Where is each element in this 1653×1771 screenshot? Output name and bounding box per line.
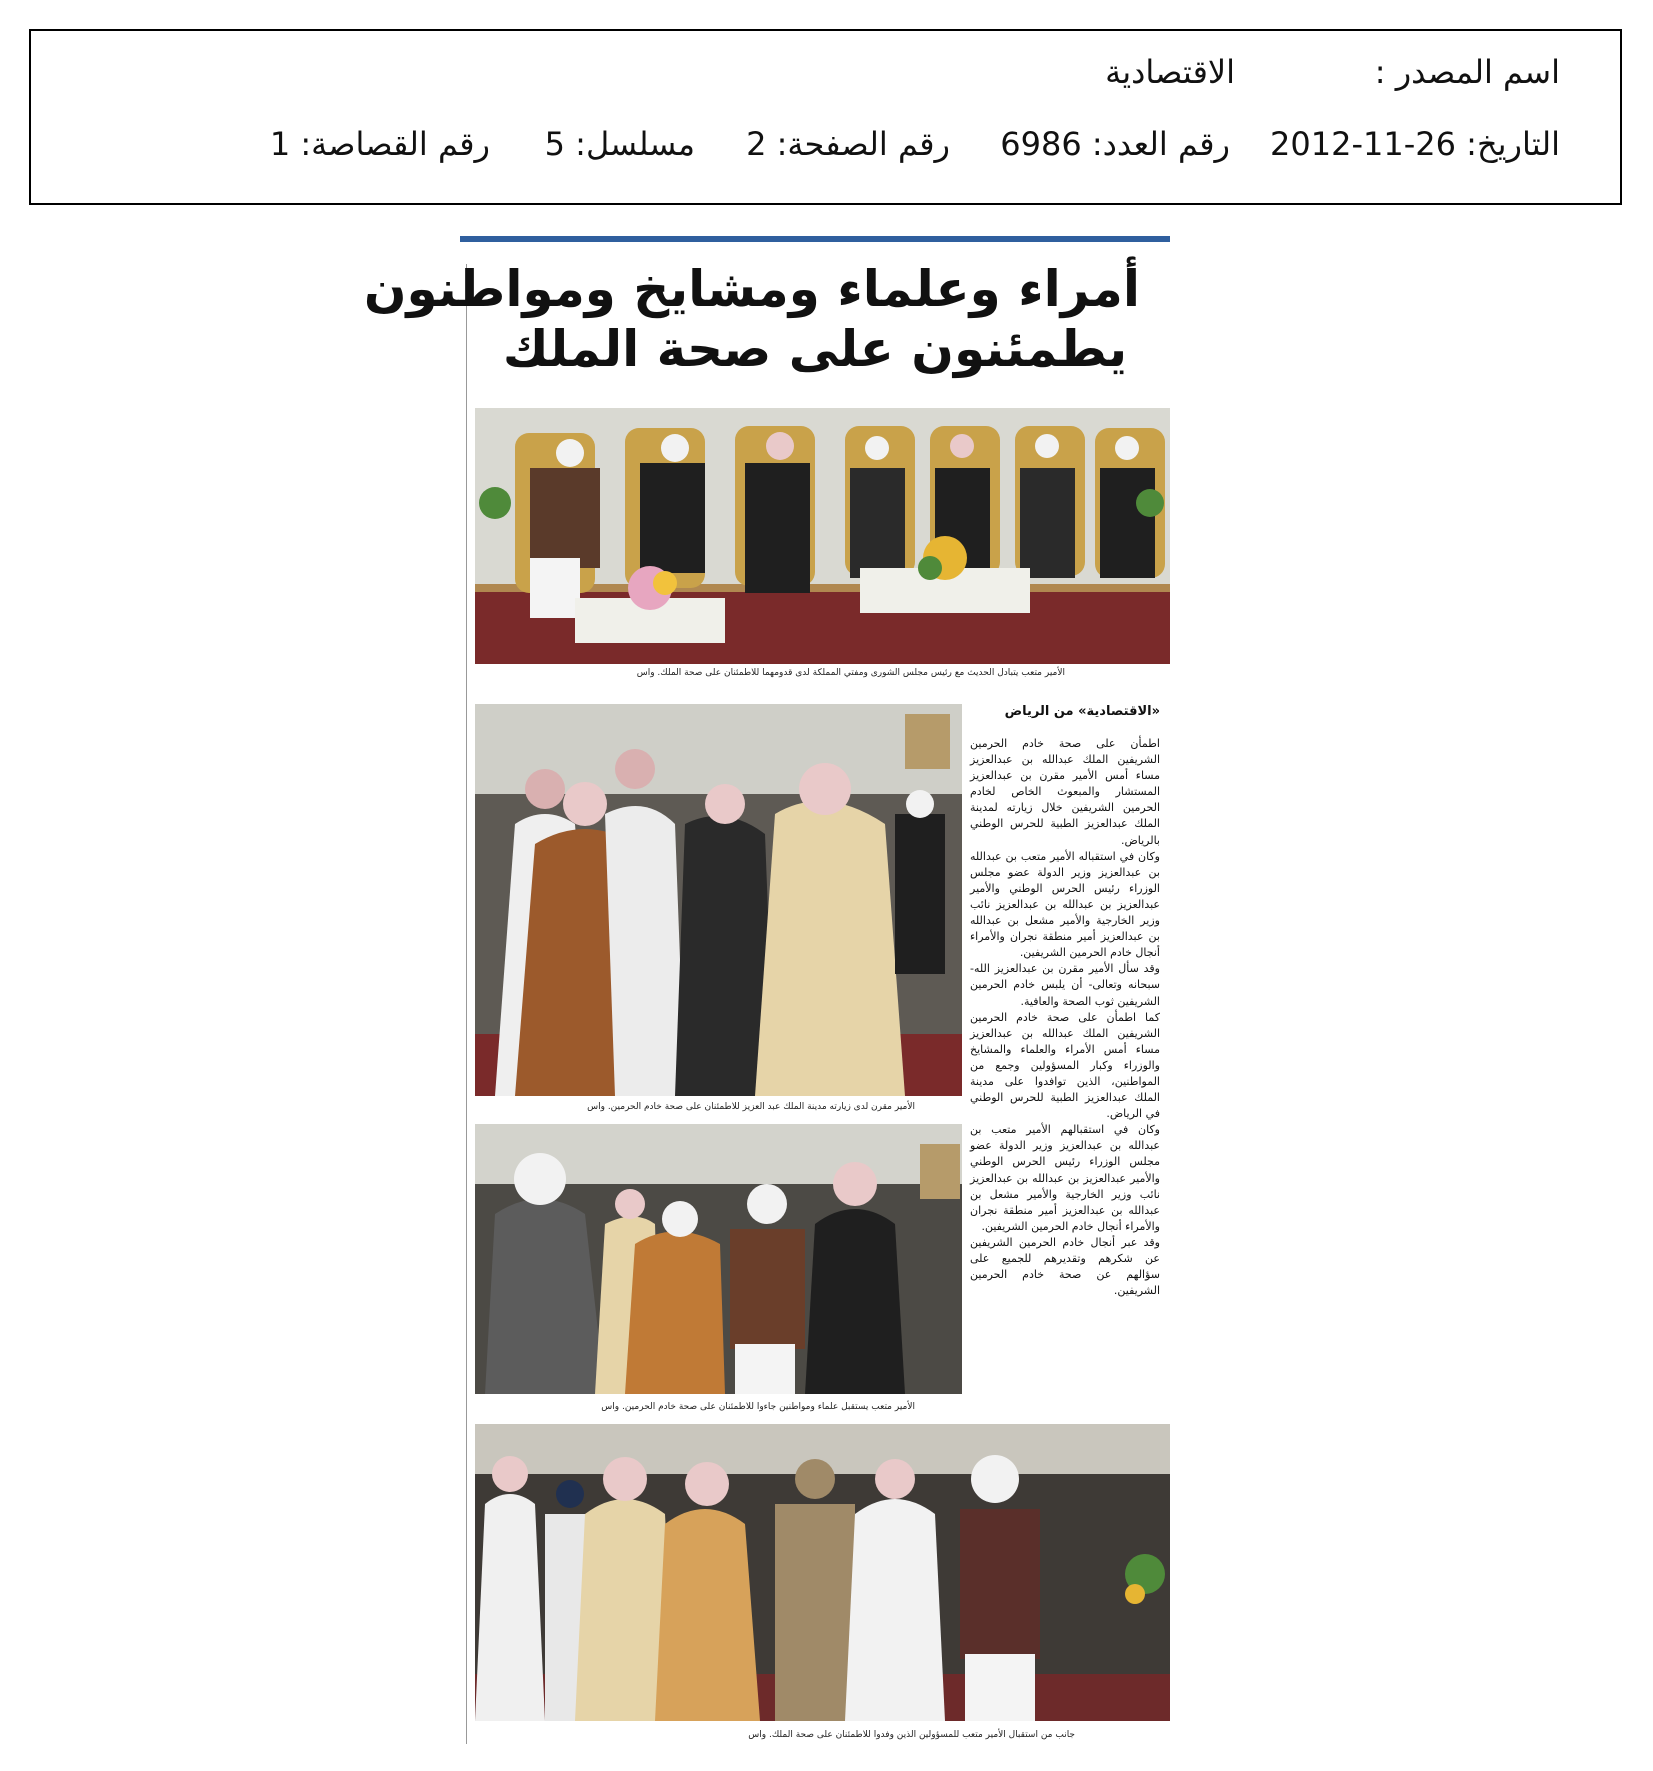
paragraph: وكان في استقبالهم الأمير متعب بن عبدالله بن عبدالعزيز وزير الدولة عضو مجلس الوزراء رئيس الحرس الوطني والأمير عبدالعزيز بن عبدالله بن عبدالعزيز نائب وزير الخارجية والأمير مشعل بن عبدالله بن عبدالعزيز أمير منطقة نجران والأمراء أنجال خادم الحرمين الشريفين. <box>970 1123 1160 1233</box>
photo-prince-greeting <box>475 704 962 1096</box>
photo-handshake <box>475 1424 1170 1721</box>
paragraph: كما اطمأن على صحة خادم الحرمين الشريفين الملك عبدالله بن عبدالعزيز مساء أمس الأمراء والعلماء والمشايخ والوزراء وكبار المسؤولين وجمع من المواطنين، الذين توافدوا على مدينة الملك عبدالعزيز الطبية للحرس الوطني في الرياض. <box>970 1010 1160 1121</box>
clip-number: رقم القصاصة: 1 <box>269 125 490 163</box>
source-value: الاقتصادية <box>1105 53 1235 91</box>
headline-line-2: يطمئنون على صحة الملك <box>502 320 1128 378</box>
date: التاريخ: 26-11-2012 <box>1270 125 1560 163</box>
caption-2: الأمير مقرن لدى زيارته مدينة الملك عبد العزيز للاطمئنان على صحة خادم الحرمين. واس <box>587 1102 915 1112</box>
source-label: اسم المصدر : <box>1374 53 1560 91</box>
article-byline: «الاقتصادية» من الرياض <box>1004 704 1160 719</box>
paragraph: وقد عبر أنجال خادم الحرمين الشريفين عن شكرهم وتقديرهم للجميع على سؤالهم عن صحة خادم الحرمين الشريفين. <box>970 1235 1160 1298</box>
article-body <box>970 736 1160 1299</box>
top-rule <box>460 236 1170 242</box>
photo-majlis-seated <box>475 408 1170 664</box>
clip-metadata-box <box>29 29 1622 205</box>
page-number: رقم الصفحة: 2 <box>746 125 950 163</box>
paragraph: اطمأن على صحة خادم الحرمين الشريفين الملك عبدالله بن عبدالعزيز مساء أمس الأمير مقرن بن عبدالعزيز المستشار والمبعوث الخاص لخادم الحرمين الشريفين خلال زيارته لمدينة الملك عبدالعزيز الطبية للحرس الوطني بالرياض. <box>970 737 1160 847</box>
serial-number: مسلسل: 5 <box>544 125 695 163</box>
photo-receiving-scholars <box>475 1124 962 1394</box>
newspaper-clipping <box>363 236 1170 1746</box>
caption-1: الأمير متعب يتبادل الحديث مع رئيس مجلس الشورى ومفتي المملكة لدى قدومهما للاطمئنان على صحة الملك. واس <box>636 668 1065 678</box>
issue-number: رقم العدد: 6986 <box>1000 125 1230 163</box>
headline-line-1: أمراء وعلماء ومشايخ ومواطنون <box>363 260 1140 318</box>
left-border <box>466 264 467 1744</box>
caption-4: جانب من استقبال الأمير متعب للمسؤولين الذين وفدوا للاطمئنان على صحة الملك. واس <box>748 1730 1075 1740</box>
paragraph: وقد سأل الأمير مقرن بن عبدالعزيز الله- سبحانه وتعالى- أن يلبس خادم الحرمين الشريفين ثوب الصحة والعافية. <box>970 962 1160 1008</box>
paragraph: وكان في استقباله الأمير متعب بن عبدالله بن عبدالعزيز وزير الدولة عضو مجلس الوزراء رئيس الحرس الوطني والأمير عبدالعزيز بن عبدالله بن عبدالعزيز نائب وزير الخارجية والأمير مشعل بن عبدالله بن عبدالعزيز أمير منطقة نجران والأمراء أنجال خادم الحرمين الشريفين. <box>970 849 1160 960</box>
caption-3: الأمير متعب يستقبل علماء ومواطنين جاءوا للاطمئنان على صحة خادم الحرمين. واس <box>601 1402 915 1412</box>
